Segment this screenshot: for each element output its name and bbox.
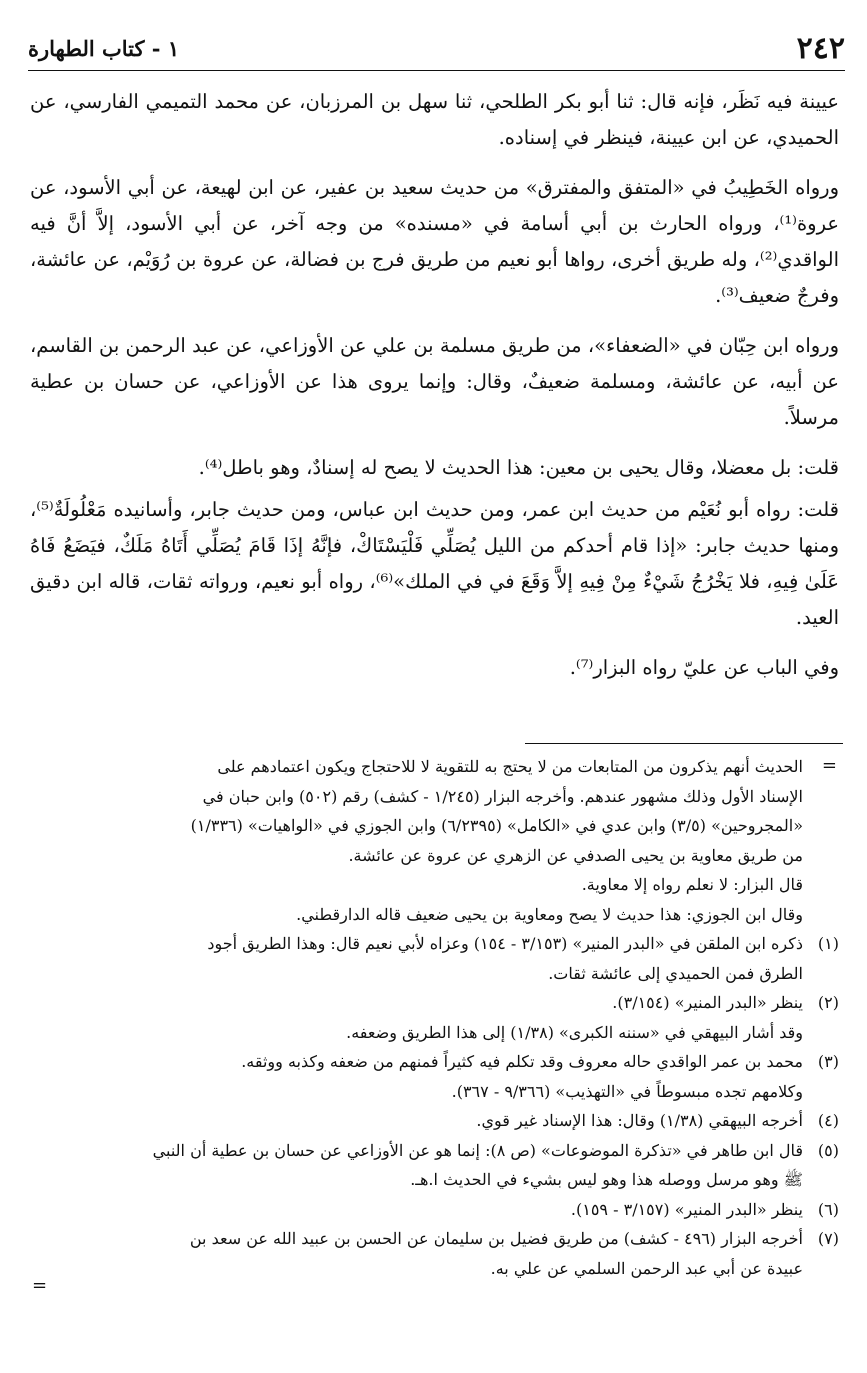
footnote-separator <box>525 743 843 744</box>
paragraph: عيينة فيه نَظَر، فإنه قال: ثنا أبو بكر الطلحي، ثنا سهل بن المرزبان، عن محمد التميمي الفارسي، عن الحميدي، عن ابن عيينة، فينظر في إسناده. <box>30 90 839 149</box>
footnote-continued-mark: = <box>32 1275 48 1296</box>
paragraph: ورواه ابن حِبّان في «الضعفاء»، من طريق مسلمة بن علي عن الأوزاعي، عن عبد الرحمن بن القاسم، عن أبيه، عن عائشة، ومسلمة ضعيفٌ، وقال: وإنما يروى هذا عن الأوزاعي، عن حسان بن عطية مرسلاً. <box>30 334 839 429</box>
footnote-line: وكلامهم تجده مبسوطاً في «التهذيب» (٩/٣٦٦ - ٣٦٧). <box>451 1081 803 1101</box>
footnote-line: محمد بن عمر الواقدي حاله معروف وقد تكلم فيه كثيراً فمنهم من ضعفه وكذبه ووثقه. <box>241 1052 803 1071</box>
footnote-number: (١) <box>817 934 839 953</box>
footnote-4 <box>30 1106 839 1136</box>
main-text <box>30 84 839 700</box>
footnote-number: (٥) <box>817 1140 839 1160</box>
paragraph: ورواه الخَطِيبُ في «المتفق والمفترق» من حديث سعيد بن عفير، عن ابن لهيعة، عن أبي الأسود، عن عروة⁽¹⁾، ورواه الحارث بن أبي أسامة في «مسنده» من وجه آخر، عن أبي الأسود، إلاَّ أنَّ فيه الواقدي⁽²⁾، وله طريق أخرى، رواها أبو نعيم من طريق فرج بن فضالة، عن عروة بن رُوَيْم، عن عائشة، وفرجٌ ضعيف⁽³⁾. <box>30 176 839 307</box>
footnote-7 <box>30 1224 839 1283</box>
footnote-number: (٣) <box>817 1052 839 1071</box>
footnote-line: قال البزار: لا نعلم رواه إلا معاوية. <box>581 875 803 894</box>
running-head: ١ - كتاب الطهارة <box>28 36 180 61</box>
footnote-line: «المجروحين» (٣/٥) وابن عدي في «الكامل» (٦/٢٣٩٥) وابن الجوزي في «الواهيات» (١/٣٣٦) <box>190 816 803 835</box>
footnote-line: وقد أشار البيهقي في «سننه الكبرى» (١/٣٨) إلى هذا الطريق وضعفه. <box>346 1022 803 1042</box>
footnote-line: ينظر «البدر المنير» (٣/١٥٤). <box>612 993 803 1012</box>
footnote-number: (٦) <box>817 1199 839 1219</box>
footnote-line: الطرق فمن الحميدي إلى عائشة ثقات. <box>548 963 803 983</box>
footnote-number: (٢) <box>817 993 839 1012</box>
footnote-1 <box>30 929 839 988</box>
footnote-line: أخرجه البيهقي (١/٣٨) وقال: هذا الإسناد غير قوي. <box>476 1111 803 1130</box>
footnote-line: ﷺ وهو مرسل ووصله هذا وهو ليس بشيء في الحديث ا.هـ. <box>410 1170 803 1189</box>
footnote-line: الإسناد الأول وذلك مشهور عندهم. وأخرجه البزار (١/٢٤٥ - كشف) رقم (٥٠٢) وابن حبان في <box>202 786 803 806</box>
paragraph: قلت: بل معضلا، وقال يحيى بن معين: هذا الحديث لا يصح له إسنادٌ، وهو باطل⁽⁴⁾. <box>198 456 839 479</box>
footnote-line: وقال ابن الجوزي: هذا حديث لا يصح ومعاوية بن يحيى ضعيف قاله الدارقطني. <box>296 904 803 924</box>
footnote-line: أخرجه البزار (٤٩٦ - كشف) من طريق فضيل بن سليمان عن الحسن بن عبيد الله عن سعد بن <box>189 1229 803 1248</box>
footnotes <box>30 752 839 1283</box>
paragraph: قلت: رواه أبو نُعَيْم من حديث ابن عمر، ومن حديث ابن عباس، ومن حديث جابر، وأسانيده مَعْلُولَةٌ⁽⁵⁾، ومنها حديث جابر: «إذا قام أحدكم من الليل يُصَلِّي فَلْيَسْتَاكْ، فإنَّهُ إذَا قَامَ يُصَلِّي أَتَاهُ مَلَكٌ، فيَضَعُ فَاهُ عَلَىٰ فِيهِ، فلا يَخْرُجُ شَيْءٌ مِنْ فِيهِ إلاَّ وَقَعَ في في الملك»⁽⁶⁾، رواه أبو نعيم، ورواته ثقات، قاله ابن دقيق العيد. <box>30 498 839 629</box>
footnote-continuation-mark: = <box>821 755 837 776</box>
footnote-continued <box>30 752 839 929</box>
footnote-5 <box>30 1136 839 1195</box>
footnote-line: عبيدة عن أبي عبد الرحمن السلمي عن علي به. <box>490 1258 803 1278</box>
page-number: ٢٤٢ <box>796 31 845 66</box>
footnote-2 <box>30 988 839 1047</box>
footnote-line: ينظر «البدر المنير» (٣/١٥٧ - ١٥٩). <box>570 1199 803 1219</box>
paragraph: وفي الباب عن عليّ رواه البزار⁽⁷⁾. <box>569 656 839 679</box>
footnote-line: قال ابن طاهر في «تذكرة الموضوعات» (ص ٨): إنما هو عن الأوزاعي عن حسان بن عطية أن النبي <box>152 1140 803 1160</box>
footnote-line: ذكره ابن الملقن في «البدر المنير» (٣/١٥٣ - ١٥٤) وعزاه لأبي نعيم قال: وهذا الطريق أجود <box>207 934 803 953</box>
page-header <box>28 28 845 71</box>
footnote-6 <box>30 1195 839 1225</box>
footnote-3 <box>30 1047 839 1106</box>
footnote-number: (٤) <box>817 1111 839 1130</box>
footnote-number: (٧) <box>817 1229 839 1248</box>
footnote-line: الحديث أنهم يذكرون من المتابعات من لا يحتج به للتقوية لا للاحتجاج ويكون اعتمادهم على <box>217 757 803 776</box>
footnote-line: من طريق معاوية بن يحيى الصدفي عن الزهري عن عروة عن عائشة. <box>348 845 803 865</box>
